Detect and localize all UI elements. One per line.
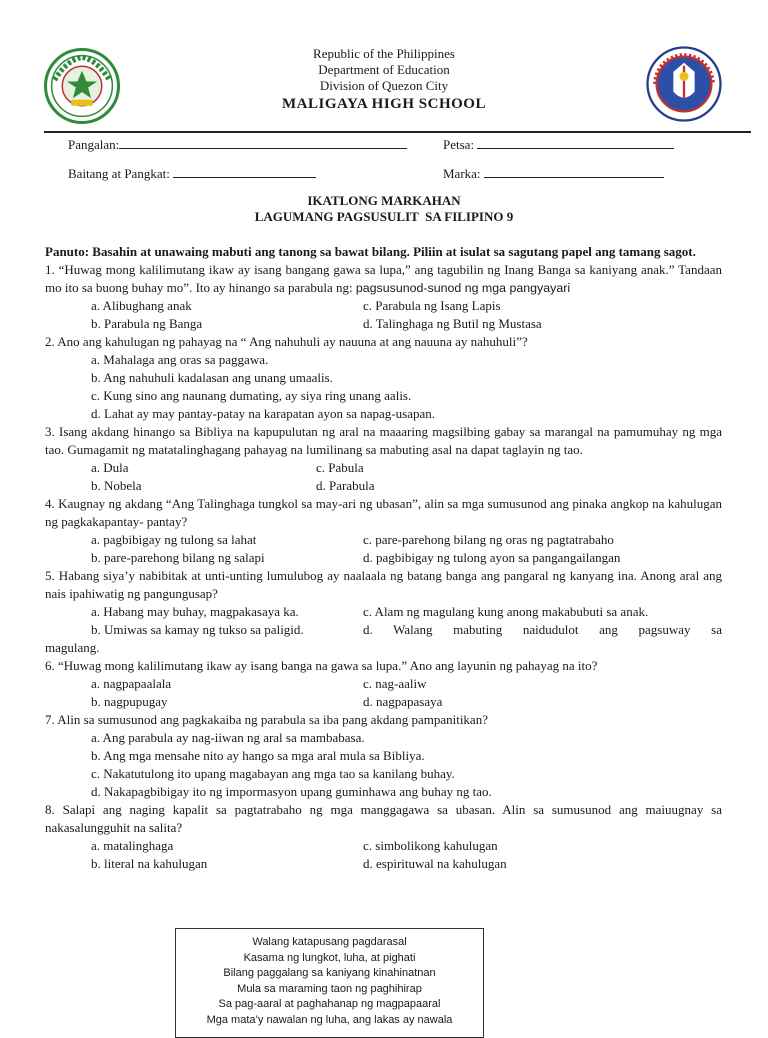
option-a[interactable]: a. Dula [91,460,129,475]
options [45,837,722,873]
question-7 [45,711,722,801]
option-a[interactable]: a. Ang parabula ay nag-iiwan ng aral sa mambabasa. [91,730,365,745]
question-text: 3. Isang akdang hinango sa Bibliya na kapupulutan ng aral na maaaring magsilbing gabay sa marangal na pamumuhay ng mga tao. Gumagamit ng matatalinghagang pahayag na lumilinang sa mabuting asal na dapat taglayin ng tao. [45,424,722,457]
question-text: 2. Ano ang kahulugan ng pahayag na “ Ang nahuhuli ay nauuna at ang nauuna ay nahuhuli”? [45,334,528,349]
option-d[interactable]: d. Nakapagbibigay ito ng impormasyon upang guminhawa ang buhay ng tao. [91,784,492,799]
option-b[interactable]: b. Nobela [91,478,142,493]
options [45,729,722,801]
question-2 [45,333,722,423]
question-6 [45,657,722,711]
option-c[interactable]: c. nag-aaliw [363,676,427,691]
question-4 [45,495,722,567]
name-label: Pangalan: [68,137,120,152]
option-a[interactable]: a. matalinghaga [91,838,174,853]
poem-line: Mga mata’y nawalan ng luha, ang lakas ay nawala [206,1013,453,1026]
option-a[interactable]: a. Alibughang anak [91,298,192,313]
header-divider [44,131,751,133]
exam-title: LAGUMANG PAGSUSULIT SA FILIPINO 9 [254,209,514,224]
question-text: 4. Kaugnay ng akdang “Ang Talinghaga tungkol sa may-ari ng ubasan”, alin sa mga sumusunod ang pinaka angkop na kahulugan ng pagkakapantay- pantay? [45,496,722,529]
option-c[interactable]: c. pare-parehong bilang ng oras ng pagtatrabaho [363,532,614,547]
option-d[interactable]: d. pagbibigay ng tulong ayon sa pangangailangan [363,550,621,565]
option-d[interactable]: d. espirituwal na kahulugan [363,856,507,871]
republic-line: Republic of the Philippines [313,46,455,61]
option-b[interactable]: b. Umiwas sa kamay ng tukso sa paligid. [91,622,304,637]
question-text: 8. Salapi ang naging kapalit sa pagtatrabaho ng mga manggagawa sa ubasan. Alin sa sumusunod ang maiuugnay sa nakasalungguhit na salita? [45,802,722,835]
section-field[interactable] [68,165,316,182]
option-b[interactable]: b. pare-parehong bilang ng salapi [91,550,265,565]
document-header [0,44,768,124]
score-blank[interactable] [484,165,664,178]
poem-box [175,928,484,1038]
quarter-title: IKATLONG MARKAHAN [307,193,461,208]
option-a[interactable]: a. pagbibigay ng tulong sa lahat [91,532,257,547]
question-text-tail: pagsusunod-sunod ng mga pangyayari [355,281,571,295]
question-text: 6. “Huwag mong kalilimutang ikaw ay isang banga na gawa sa lupa.” Ano ang layunin ng pahayag na ito? [45,658,598,673]
option-b[interactable]: b. literal na kahulugan [91,856,208,871]
poem-line: Walang katapusang pagdarasal [252,936,407,948]
option-d[interactable]: d. Parabula [316,478,375,493]
option-a[interactable]: a. Habang may buhay, magpakasaya ka. [91,604,299,619]
instructions: Panuto: Basahin at unawaing mabuti ang tanong sa bawat bilang. Piliin at isulat sa sagutang papel ang tamang sagot. [45,244,696,259]
option-d[interactable]: d. Lahat ay may pantay-patay na karapatan ayon sa napag-usapan. [91,406,435,421]
option-d[interactable]: d. Talinghaga ng Butil ng Mustasa [363,316,542,331]
score-label: Marka: [443,166,481,181]
option-d-continuation: magulang. [45,640,100,655]
question-1 [45,261,722,333]
date-field[interactable] [443,136,674,153]
option-a[interactable]: a. Mahalaga ang oras sa paggawa. [91,352,269,367]
option-b[interactable]: b. Parabula ng Banga [91,316,203,331]
option-c[interactable]: c. Kung sino ang naunang dumating, ay siya ring unang aalis. [91,388,412,403]
department-line: Department of Education [318,62,450,77]
question-3 [45,423,722,495]
option-d[interactable]: d. nagpapasaya [363,694,443,709]
option-c[interactable]: c. Pabula [316,460,364,475]
option-c[interactable]: c. Nakatutulong ito upang magabayan ang mga tao sa kanilang buhay. [91,766,455,781]
options [45,351,722,423]
date-blank[interactable] [477,136,674,149]
option-a[interactable]: a. nagpapaalala [91,676,172,691]
option-b[interactable]: b. Ang mga mensahe nito ay hango sa mga aral mula sa Bibliya. [91,748,425,763]
option-c[interactable]: c. Alam ng magulang kung anong makabubuti sa anak. [363,604,649,619]
question-8 [45,801,722,873]
question-text: 1. “Huwag mong kalilimutang ikaw ay isang bangang gawa sa lupa,” ang tagubilin ng Inang Banga sa kaniyang anak.” Tandaan mo ito sa buong buhay mo”. Ito ay hinango sa parabula ng: pagsusunod-sunod ng mga pangyayari [45,262,722,295]
question-text: 7. Alin sa sumusunod ang pagkakaiba ng parabula sa iba pang akdang pampanitikan? [45,712,488,727]
option-c[interactable]: c. Parabula ng Isang Lapis [363,298,501,313]
options [45,675,722,711]
name-field[interactable] [68,136,407,153]
option-b[interactable]: b. nagpupugay [91,694,168,709]
options [45,531,722,567]
deped-seal-icon [646,46,722,122]
section-blank[interactable] [173,165,316,178]
poem-line: Mula sa maraming taon ng paghihirap [237,982,422,995]
exam-titles [0,193,768,225]
section-label: Baitang at Pangkat: [68,166,170,181]
option-d[interactable]: d. Walang mabuting naidudulot ang pagsuway sa [363,622,722,637]
score-field[interactable] [443,165,664,182]
question-5 [45,567,722,657]
poem-line: Kasama ng lungkot, luha, at pighati [243,951,416,964]
poem-line: Bilang paggalang sa kaniyang kinahinatnan [223,967,436,980]
options [45,603,722,639]
option-c[interactable]: c. simbolikong kahulugan [363,838,498,853]
poem-line: Sa pag-aaral at paghahanap ng magpapaaral [218,998,441,1011]
division-line: Division of Quezon City [319,78,449,93]
school-name: MALIGAYA HIGH SCHOOL [282,96,486,112]
date-label: Petsa: [443,137,475,152]
options [45,297,722,333]
option-b[interactable]: b. Ang nahuhuli kadalasan ang unang umaalis. [91,370,333,385]
name-blank[interactable] [119,136,407,149]
exam-content [45,243,722,873]
question-text: 5. Habang siya’y nabibitak at unti-unting lumulubog ay naalaala ng batang banga ang pangaral ng kanyang ina. Anong aral ang nais ipahiwatig ng pangungusap? [45,568,722,601]
options [45,459,722,495]
